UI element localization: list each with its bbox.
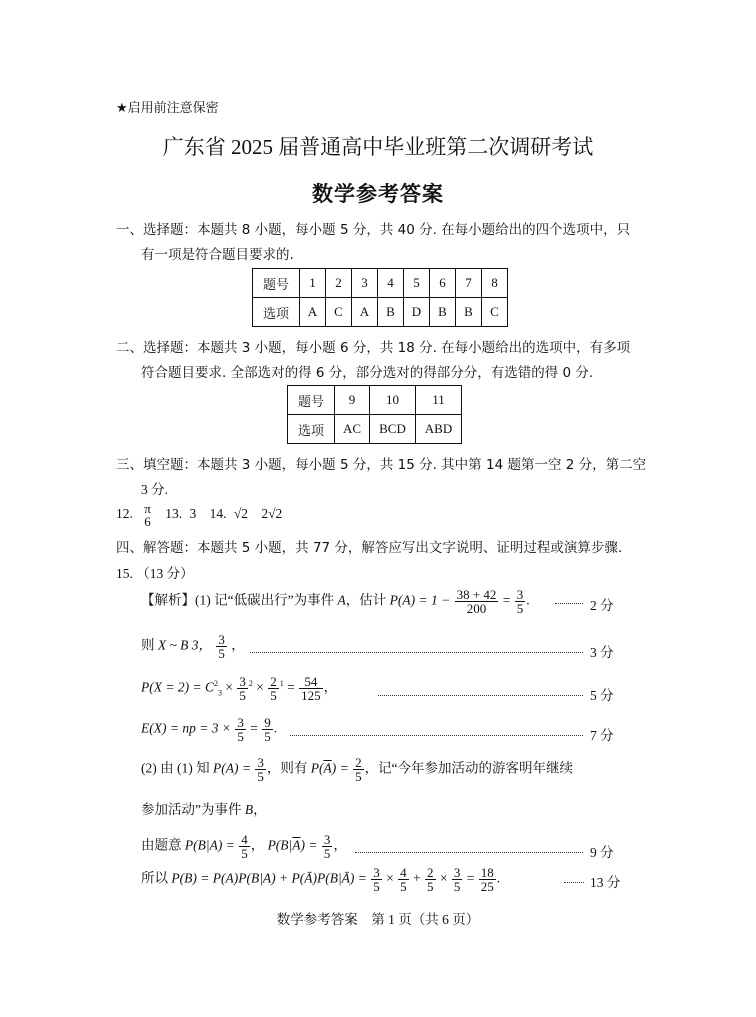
punct: ， <box>323 679 338 695</box>
question-number: 1 <box>300 269 326 298</box>
q15-label: 15. （13 分） <box>116 566 194 581</box>
leader-dots <box>355 852 583 853</box>
fraction-denominator: 5 <box>427 879 434 894</box>
fraction-numerator: 3 <box>257 755 264 770</box>
score-label: 9 分 <box>590 845 614 860</box>
math-var-complement: $\overline{A}$ <box>292 837 301 853</box>
question-number: 5 <box>404 269 430 298</box>
fraction <box>262 716 273 743</box>
answer-cell: B <box>430 298 456 327</box>
fraction-denominator: 5 <box>516 601 524 616</box>
fraction-numerator: 3 <box>323 832 331 847</box>
solution-text: 【解析】(1) 记“低碳出行”为事件 <box>141 592 335 608</box>
leader-dots <box>290 735 583 736</box>
answer-cell: ABD <box>416 415 462 444</box>
punct: ， <box>250 837 265 853</box>
fraction-denominator: 200 <box>466 601 487 616</box>
fraction <box>322 833 333 860</box>
row-label: 题号 <box>288 386 335 415</box>
answer-cell: AC <box>335 415 370 444</box>
answer-cell: A <box>352 298 378 327</box>
math-var-complement: $\overline{A}$ <box>323 760 332 776</box>
fraction-numerator: 2 <box>427 865 434 880</box>
solution-line-5 <box>141 756 573 783</box>
section2-heading-line1: 二、选择题：本题共 3 小题，每小题 6 分，共 18 分. 在每小题给出的选项中，有多项 <box>116 340 631 356</box>
math-expr: P( <box>310 760 324 776</box>
punct: ， <box>231 637 245 653</box>
fraction-denominator: 6 <box>144 514 151 529</box>
question-number: 7 <box>456 269 482 298</box>
section1-answer-table <box>252 268 508 327</box>
solution-line-2 <box>141 633 245 660</box>
fraction-numerator: 18 <box>480 865 494 880</box>
math-expr: E(X) = np = 3 × <box>141 720 231 736</box>
table-row-numbers <box>253 269 508 298</box>
fraction-numerator: 9 <box>264 715 271 730</box>
q13-answer: 3 <box>189 506 197 522</box>
math-expr: P(A) = 1 − <box>389 592 451 608</box>
score-label: 2 分 <box>590 598 614 613</box>
fraction-denominator: 5 <box>264 729 271 744</box>
fraction-numerator: 3 <box>237 715 244 730</box>
solution-line-1 <box>141 588 530 615</box>
math-expr: P(B| <box>267 837 293 853</box>
fraction <box>268 675 279 702</box>
fraction-denominator: 5 <box>237 729 244 744</box>
equals: = <box>502 592 511 608</box>
leader-dots <box>378 695 583 696</box>
fraction-numerator: 3 <box>453 865 461 880</box>
fraction-numerator: 38 + 42 <box>456 587 497 602</box>
times: × <box>225 679 233 695</box>
math-expr: ) = <box>331 760 349 776</box>
answer-cell: BCD <box>370 415 416 444</box>
solution-text: ，估计 <box>345 592 387 608</box>
answer-cell: C <box>482 298 508 327</box>
math-expr: P(B) = P(A)P(B|A) + P(Ā)P(B|Ā) = <box>171 870 367 886</box>
table-row-answers <box>253 298 508 327</box>
fraction-numerator: 54 <box>299 675 323 689</box>
exponent: 1 <box>279 679 284 689</box>
punct: . <box>526 592 530 608</box>
solution-text: 则 <box>141 637 155 653</box>
page-title: 数学参考答案 <box>312 182 444 206</box>
leader-dots <box>555 603 583 604</box>
fraction-denominator: 125 <box>301 688 321 703</box>
fraction <box>479 866 496 893</box>
fraction <box>398 866 409 893</box>
punct: . <box>496 870 501 886</box>
fraction-denominator: 5 <box>270 688 277 703</box>
fraction-denominator: 25 <box>480 879 494 894</box>
fraction-numerator: 3 <box>218 632 225 647</box>
row-label: 选项 <box>253 298 300 327</box>
solution-line-6 <box>141 798 267 818</box>
times: × <box>386 870 394 886</box>
solution-text: 参加活动”为事件 <box>141 802 242 817</box>
fraction <box>452 866 463 893</box>
section4-heading: 四、解答题：本题共 5 小题，共 77 分，解答应写出文字说明、证明过程或演算步骤. <box>116 540 623 556</box>
question-number: 9 <box>335 386 370 415</box>
solution-line-3 <box>141 675 337 702</box>
question-number: 6 <box>430 269 456 298</box>
math-var: B <box>244 802 254 817</box>
question-number: 3 <box>352 269 378 298</box>
fraction-numerator: 3 <box>373 865 380 880</box>
score-label: 13 分 <box>590 875 621 890</box>
solution-line-7 <box>141 833 347 860</box>
punct: ， <box>333 837 347 853</box>
leader-dots <box>250 652 583 653</box>
leader-dots <box>564 882 584 883</box>
q12-answer-fraction <box>142 502 153 528</box>
fraction-denominator: 5 <box>241 846 248 861</box>
punct: . <box>273 720 278 736</box>
math-expr: P(A) = <box>212 760 251 776</box>
solution-text: (2) 由 (1) 知 <box>141 760 210 776</box>
math-expr: P(B|A) = <box>184 837 235 853</box>
fraction-numerator: 4 <box>241 832 248 847</box>
question-number: 10 <box>370 386 416 415</box>
exam-title: 广东省 2025 届普通高中毕业班第二次调研考试 <box>162 135 594 159</box>
fraction-denominator: 5 <box>239 688 246 703</box>
q14-answer-1: √2 <box>233 506 248 522</box>
solution-line-8 <box>141 866 500 893</box>
equals: = <box>250 720 258 736</box>
table-row-numbers <box>288 386 462 415</box>
fraction <box>299 675 323 702</box>
row-label: 题号 <box>253 269 300 298</box>
section2-heading-line2: 符合题目要求. 全部选对的得 6 分，部分选对的得部分分，有选错的得 0 分. <box>141 365 594 381</box>
solution-text: 所以 <box>141 870 168 886</box>
fraction-numerator: 4 <box>400 865 407 880</box>
fraction-denominator: 5 <box>257 769 264 784</box>
exponent: 2 <box>248 679 253 689</box>
fraction-denominator: 5 <box>373 879 380 894</box>
q13-label: 13. <box>165 506 183 522</box>
math-var: A <box>337 592 346 608</box>
fraction <box>455 588 499 615</box>
solution-text: ，则有 <box>266 760 308 776</box>
punct: ， <box>253 802 267 817</box>
fraction <box>239 833 250 860</box>
score-label: 3 分 <box>590 645 614 660</box>
fraction-numerator: 2 <box>355 755 362 770</box>
fraction-denominator: 5 <box>323 846 331 861</box>
equals: = <box>466 870 475 886</box>
fraction <box>216 633 227 660</box>
fraction <box>235 716 246 743</box>
q12-label: 12. <box>116 506 133 522</box>
fraction-numerator: π <box>144 501 151 516</box>
q14-answer-2: 2√2 <box>261 506 283 522</box>
fraction-denominator: 5 <box>355 769 362 784</box>
fraction <box>237 675 248 702</box>
math-expr: P(X = 2) = C <box>141 679 214 695</box>
solution-line-4 <box>141 716 277 743</box>
question-number: 11 <box>416 386 462 415</box>
q14-label: 14. <box>209 506 227 522</box>
fraction-numerator: 2 <box>270 674 277 689</box>
solution-text: 由题意 <box>141 837 182 853</box>
score-label: 7 分 <box>590 728 614 743</box>
row-label: 选项 <box>288 415 335 444</box>
times: × <box>439 870 448 886</box>
math-expr: X ~ B 3， <box>157 637 213 653</box>
fill-blank-answers <box>116 502 282 528</box>
answer-cell: A <box>300 298 326 327</box>
answer-cell: D <box>404 298 430 327</box>
plus: + <box>413 870 421 886</box>
subscript: 3 <box>217 688 222 698</box>
question-number: 8 <box>482 269 508 298</box>
table-row-answers <box>288 415 462 444</box>
fraction-denominator: 5 <box>400 879 407 894</box>
fraction-denominator: 5 <box>453 879 461 894</box>
fraction <box>425 866 436 893</box>
fraction-numerator: 3 <box>239 674 246 689</box>
fraction <box>353 756 364 783</box>
section1-heading-line1: 一、选择题：本题共 8 小题，每小题 5 分，共 40 分. 在每小题给出的四个选项中，只 <box>116 222 631 238</box>
equals: = <box>287 679 295 695</box>
page-footer: 数学参考答案 第 1 页（共 6 页） <box>276 912 480 927</box>
section2-answer-table <box>287 385 462 444</box>
confidential-notice: ★启用前注意保密 <box>116 101 219 116</box>
fraction-denominator: 5 <box>218 646 225 661</box>
answer-cell: B <box>378 298 404 327</box>
superscript: 2 <box>213 679 218 689</box>
section3-heading-line1: 三、填空题：本题共 3 小题，每小题 5 分，共 15 分. 其中第 14 题第一空 2 分，第二空 <box>116 457 647 473</box>
section1-heading-line2: 有一项是符合题目要求的. <box>141 247 294 263</box>
fraction <box>255 756 266 783</box>
times: × <box>256 679 264 695</box>
solution-text: ，记“今年参加活动的游客明年继续 <box>364 760 574 776</box>
question-number: 2 <box>326 269 352 298</box>
fraction-numerator: 3 <box>516 587 524 602</box>
section3-heading-line2: 3 分. <box>141 482 168 497</box>
score-label: 5 分 <box>590 688 614 703</box>
fraction <box>371 866 382 893</box>
question-number: 4 <box>378 269 404 298</box>
fraction <box>515 588 526 615</box>
answer-cell: C <box>326 298 352 327</box>
answer-cell: B <box>456 298 482 327</box>
math-expr: ) = <box>300 837 318 853</box>
